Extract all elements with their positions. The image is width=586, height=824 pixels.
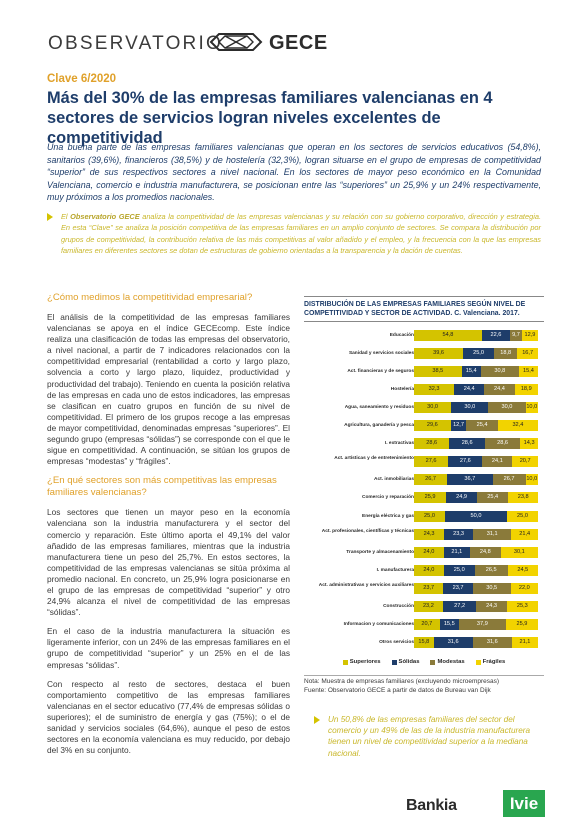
bar-row — [414, 547, 538, 558]
bar-segment-frágiles: 25,3 — [507, 601, 538, 612]
bar-segment-superiores: 25,0 — [414, 511, 445, 522]
bar-segment-modestas: 30,8 — [481, 366, 519, 377]
clave-number: Clave 6/2020 — [47, 73, 117, 85]
bar-segment-sólidas: 36,7 — [447, 474, 492, 485]
bar-segment-sólidas: 25,0 — [444, 565, 475, 576]
category-label: Informacion y comunicaciones — [343, 622, 414, 628]
lead-paragraph: Una buena parte de las empresas familiares valencianas que operan en los sectores de servicios educativos (54,8%), sanitarios (39,6%), financieros (38,5%) y de hostelería (32,3%), logran situarse en el grupo de empresas de competitividad “superior” de sus respectivos sectores a nivel nacional. En los sectores de mayor peso económico en la Comunidad Valenciana, comercio e industria manufacturera, se posicionan entre las “superiores” un 25,9% y un 24% respectivamente, muy próximos a los promedios nacionales. — [47, 142, 541, 202]
bar-row — [414, 366, 538, 377]
chart-box — [304, 296, 544, 682]
bar-segment-modestas: 24,4 — [484, 384, 514, 395]
bar-segment-modestas: 31,1 — [473, 529, 512, 540]
bar-row — [414, 384, 538, 395]
callout-prefix: El — [61, 212, 71, 221]
bar-segment-modestas: 25,4 — [466, 420, 497, 431]
category-label: Agricultura, ganadería y pesca — [344, 423, 414, 429]
bar-segment-frágiles: 30,1 — [501, 547, 538, 558]
category-label: Construcción — [383, 604, 414, 610]
bar-segment-superiores: 24,0 — [414, 565, 444, 576]
bar-row — [414, 492, 538, 503]
bar-segment-frágiles: 15,4 — [519, 366, 538, 377]
bar-segment-sólidas: 24,4 — [454, 384, 484, 395]
category-label: Hostelería — [390, 386, 414, 392]
legend-swatch — [392, 660, 397, 665]
bar-segment-superiores: 38,5 — [414, 366, 462, 377]
bar-row — [414, 619, 538, 630]
chart-source-line: Fuente: Observatorio GECE a partir de datos de Bureau van Dijk — [304, 686, 491, 694]
category-label: Transporte y almacenamiento — [346, 549, 414, 555]
bar-segment-frágiles: 10,0 — [526, 402, 538, 413]
bar-segment-modestas: 30,0 — [488, 402, 525, 413]
bar-segment-frágiles: 21,4 — [511, 529, 538, 540]
bar-segment-modestas: 26,7 — [493, 474, 526, 485]
callout-bold: Observatorio GECE — [70, 212, 140, 221]
bar-row — [414, 438, 538, 449]
bar-row — [414, 402, 538, 413]
bar-segment-sólidas: 28,6 — [449, 438, 484, 449]
bar-row — [414, 420, 538, 431]
legend-item — [343, 659, 381, 665]
category-label: Act. administrativas y servicios auxiliares — [318, 582, 414, 588]
bar-segment-modestas: 28,6 — [485, 438, 520, 449]
bar-segment-sólidas: 27,2 — [443, 601, 477, 612]
legend-swatch — [430, 660, 435, 665]
left-column — [47, 292, 290, 764]
bar-segment-sólidas: 15,4 — [462, 366, 481, 377]
bar-segment-frágiles: 16,7 — [517, 348, 538, 359]
category-label: Sanidad y servicios sociales — [348, 350, 414, 356]
bar-segment-superiores: 29,6 — [414, 420, 451, 431]
bar-segment-frágiles: 10,0 — [526, 474, 538, 485]
bar-segment-modestas: 24,3 — [476, 601, 506, 612]
bar-segment-superiores: 32,3 — [414, 384, 454, 395]
bar-segment-frágiles: 23,8 — [508, 492, 538, 503]
bar-segment-superiores: 24,0 — [414, 547, 444, 558]
callout-arrow-icon — [47, 213, 53, 221]
bar-segment-frágiles: 25,0 — [507, 511, 538, 522]
bar-segment-sólidas: 25,0 — [463, 348, 494, 359]
chart-area — [304, 322, 544, 682]
intro-callout — [47, 211, 541, 257]
bar-row — [414, 565, 538, 576]
bar-row — [414, 583, 538, 594]
category-label: Energía eléctrica y gas — [362, 513, 414, 519]
bar-segment-modestas: 24,1 — [482, 456, 512, 467]
bar-segment-superiores: 54,8 — [414, 330, 482, 341]
bar-segment-sólidas: 22,6 — [482, 330, 510, 341]
bar-segment-sólidas: 30,0 — [451, 402, 488, 413]
bar-segment-superiores: 25,9 — [414, 492, 446, 503]
category-label: Otros servicios — [379, 640, 414, 646]
legend-label: Superiores — [349, 659, 381, 666]
bar-segment-modestas: 26,5 — [475, 565, 508, 576]
bar-segment-frágiles: 21,1 — [512, 637, 538, 648]
bar-segment-sólidas: 12,7 — [451, 420, 467, 431]
chart-legend — [304, 659, 544, 665]
bar-segment-sólidas: 21,1 — [444, 547, 470, 558]
category-label: I. manufacturera — [376, 567, 414, 573]
bar-row — [414, 637, 538, 648]
gece-logo-icon — [207, 30, 265, 54]
bar-segment-superiores: 30,0 — [414, 402, 451, 413]
bar-segment-modestas: 31,6 — [473, 637, 512, 648]
bar-segment-sólidas: 15,5 — [440, 619, 459, 630]
legend-label: Sólidas — [398, 659, 420, 666]
bar-segment-superiores: 27,6 — [414, 456, 448, 467]
bar-segment-superiores: 24,3 — [414, 529, 444, 540]
bar-segment-modestas: 30,5 — [473, 583, 511, 594]
section2-paragraph-3: Con respecto al resto de sectores, destaca el buen comportamiento competitivo de las empresas familiares valencianas en el sector educativo (77,4% de empresas sólidas o superiores); el de suministro de energía y gas (75%); o el de sanidad y servicios sociales (64,6%), aunque el peso de estos sectores en la economía valenciana es muy reducido, por debajo del 3% en su conjunto. — [47, 678, 290, 756]
callout-arrow-icon — [314, 716, 320, 724]
brand-gece: GECE — [269, 32, 328, 54]
category-label: Educación — [389, 332, 414, 338]
bar-row — [414, 474, 538, 485]
legend-label: Frágiles — [482, 659, 506, 666]
bar-row — [414, 330, 538, 341]
bar-segment-frágiles: 22,0 — [511, 583, 538, 594]
header — [48, 30, 538, 58]
bar-segment-frágiles: 25,9 — [506, 619, 538, 630]
bar-segment-superiores: 23,2 — [414, 601, 443, 612]
bar-segment-modestas: 24,8 — [470, 547, 501, 558]
category-label: Agua, saneamiento y residuos — [344, 404, 414, 410]
bottom-callout — [314, 714, 544, 759]
category-label: Comercio y reparación — [362, 495, 414, 501]
ivie-logo: Ivie — [503, 790, 545, 817]
bar-segment-superiores: 26,7 — [414, 474, 447, 485]
legend-swatch — [343, 660, 348, 665]
bar-segment-frágiles: 12,9 — [522, 330, 538, 341]
legend-swatch — [476, 660, 481, 665]
legend-label: Modestas — [437, 659, 465, 666]
bar-segment-superiores: 15,8 — [414, 637, 434, 648]
bankia-logo: Bankia — [406, 797, 457, 814]
bar-segment-modestas: 37,9 — [459, 619, 506, 630]
category-label: Act. profesionales, científicas y técnicas — [321, 528, 414, 534]
section2-paragraph-2: En el caso de la industria manufacturera la situación es ligeramente inferior, con un 24% de las empresas familiares en el grupo de competitividad “superior” y un 25% en el de las empresas “sólidas”. — [47, 626, 290, 670]
legend-item — [476, 659, 506, 665]
section1-heading: ¿Cómo medimos la competitividad empresarial? — [47, 292, 253, 303]
section1-paragraph: El análisis de la competitividad de las empresas familiares valencianas se apoya en el índice GECEcomp. Este índice realiza una clasificación de todas las empresas del observatorio, a nivel nacional, a partir de 7 indicadores relacionados con la competitividad empresarial (rentabilidad a corto y largo plazo, solvencia a corto y largo plazo, liquidez, productividad y productividad del trabajo). Teniendo en cuenta la posición relativa de las empresas en cada uno de estos indicadores, las empresas se clasifican en cuatro grupos en función de su nivel de competitividad. El primero de los grupos recoge a las empresas de mayor competitividad, denominadas empresas “superiores”. El segundo grupo (empresas “sólidas”) se corresponde con el que le sigue en competitividad. A continuación, se sitúan los grupos de empresas “modestas” y “frágiles”. — [47, 312, 290, 467]
section2-heading: ¿En qué sectores son más competitivas las empresas familiares valencianas? — [47, 475, 277, 499]
bar-segment-frágiles: 14,3 — [520, 438, 538, 449]
section2-paragraph-1: Los sectores que tienen un mayor peso en la economía valenciana son la industria manufacturera y el sector del comercio y reparación. Este último aporta el 49,1% del valor añadido de las empresas familiares, mientras que la industria manufacturera tiene un peso del 25,7%. En estos sectores, la competitividad de las empresas valencianas se sitúa próxima al promedio nacional. En concreto, un 25,9% logra posicionarse en el grupo de las empresas de competitividad “superior” y otro 24,9% alcanza el nivel de competitividad de las empresas “sólidas”. — [47, 507, 290, 618]
legend-item — [392, 659, 420, 665]
bar-segment-frágiles: 20,7 — [512, 456, 538, 467]
bar-segment-modestas: 9,7 — [510, 330, 522, 341]
bar-segment-sólidas: 23,3 — [444, 529, 473, 540]
callout-rest: analiza la competitividad de las empresas valencianas y su relación con su gobierno corporativo, dirección y estrategia. En esta “Clave” se analiza la posición competitiva de las empresas familiares en un amplio conjunto de sectores. Se compara la distribución por grupos de competitividad, la contribución relativa de las más competitivas al valor añadido y el empleo, y la frecuencia con la que las empresas familiares en diferentes sectores se dotan de estructuras de gobierno orientadas a la transparencia y la dación de cuentas. — [61, 212, 542, 256]
category-label: Act. financieras y de seguros — [347, 368, 414, 374]
category-label: I. extractivas — [384, 441, 414, 447]
bar-segment-sólidas: 27,6 — [448, 456, 482, 467]
bar-segment-frágiles: 18,9 — [515, 384, 538, 395]
bar-row — [414, 348, 538, 359]
bar-segment-modestas: 25,4 — [477, 492, 508, 503]
chart-title: DISTRIBUCIÓN DE LAS EMPRESAS FAMILIARES SEGÚN NIVEL DE COMPETITIVIDAD Y SECTOR DE ACTIVIDAD. C. Valenciana. 2017. — [304, 296, 544, 322]
bar-segment-sólidas: 31,6 — [434, 637, 473, 648]
bar-segment-superiores: 39,6 — [414, 348, 463, 359]
bar-row — [414, 511, 538, 522]
bar-segment-sólidas: 24,9 — [446, 492, 477, 503]
bar-row — [414, 529, 538, 540]
category-label: Act. artísticas y de entretenimiento — [334, 456, 414, 462]
bar-segment-modestas: 18,8 — [494, 348, 517, 359]
bar-row — [414, 456, 538, 467]
bottom-callout-text: Un 50,8% de las empresas familiares del sector del comercio y un 49% de las de la industria manufacturera tienen un nivel de competitividad superior a la mediana nacional. — [328, 715, 531, 758]
bar-segment-superiores: 23,7 — [414, 583, 443, 594]
bar-segment-frágiles: 24,5 — [508, 565, 538, 576]
bar-row — [414, 601, 538, 612]
page-title: Más del 30% de las empresas familiares valencianas en 4 sectores de servicios logran niveles excelentes de competitividad — [47, 89, 493, 147]
chart-note-line: Nota: Muestra de empresas familiares (excluyendo microempresas) — [304, 678, 500, 685]
bar-segment-superiores: 28,6 — [414, 438, 449, 449]
bar-segment-frágiles: 32,4 — [498, 420, 538, 431]
brand-observatorio: OBSERVATORIO — [48, 33, 223, 54]
chart-note — [304, 675, 544, 695]
legend-item — [430, 659, 464, 665]
bar-segment-sólidas: 50,0 — [445, 511, 507, 522]
bar-segment-superiores: 20,7 — [414, 619, 440, 630]
bar-segment-sólidas: 23,7 — [443, 583, 472, 594]
category-label: Act. inmobiliarias — [374, 477, 414, 483]
